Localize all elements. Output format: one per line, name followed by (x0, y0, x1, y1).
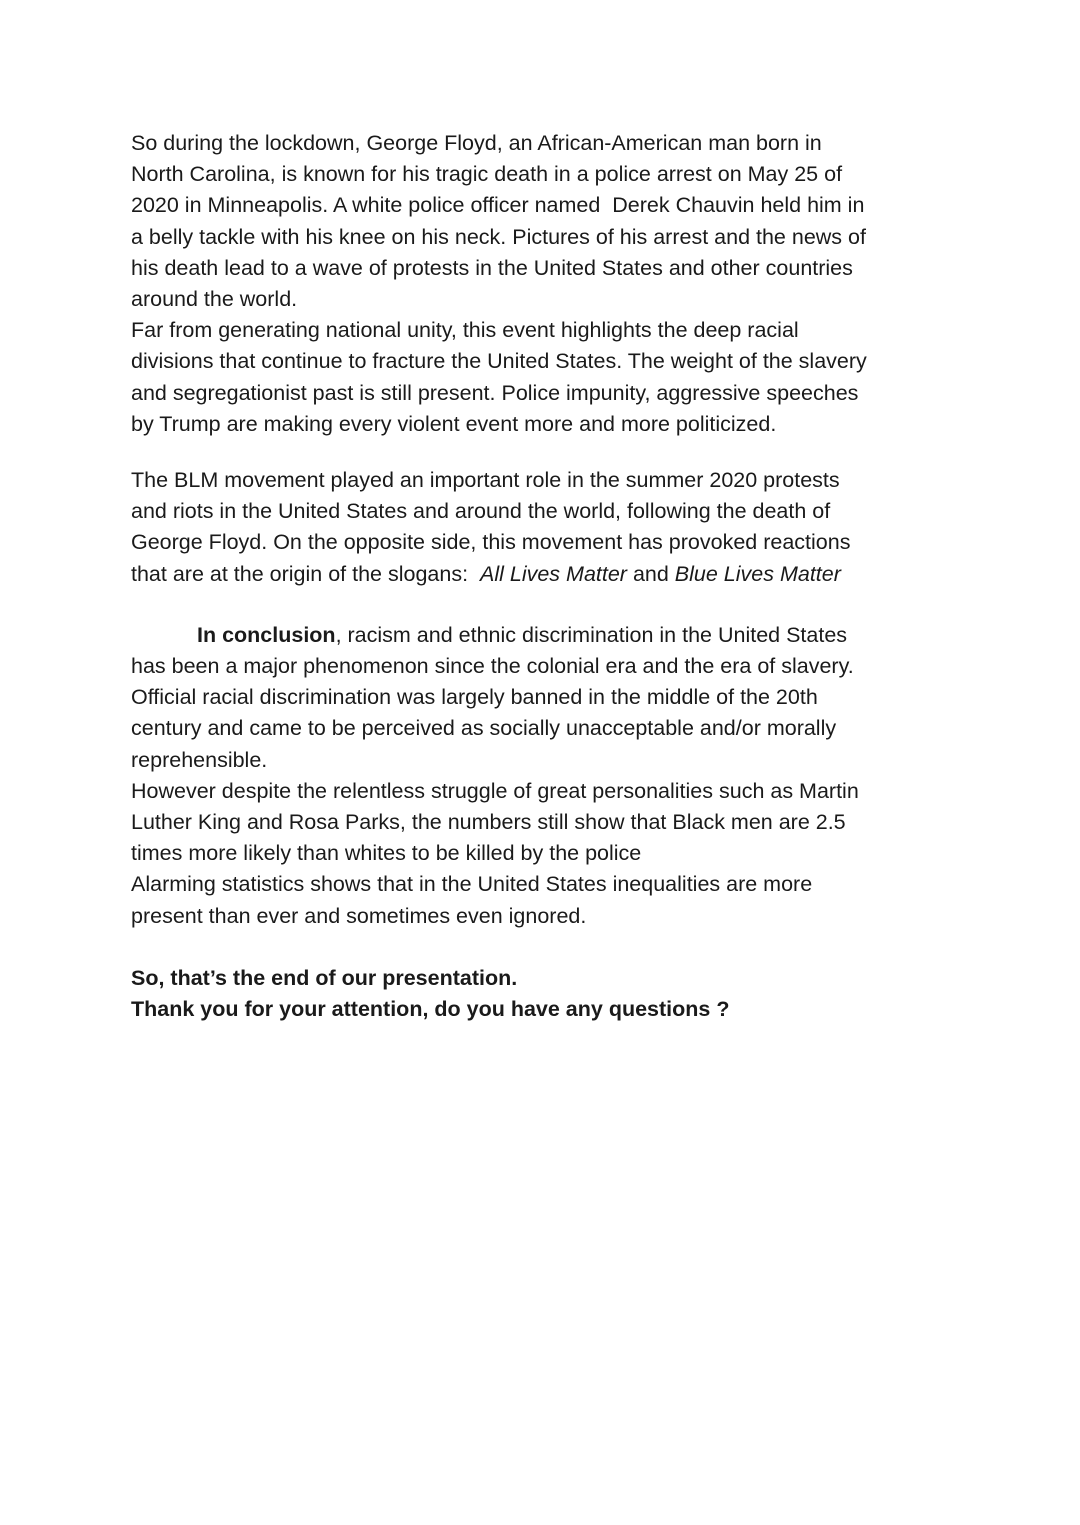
paragraph-closing (131, 963, 951, 1025)
text-line: However despite the relentless struggle of great personalities such as Martin (131, 778, 859, 803)
text-line: present than ever and sometimes even ignored. (131, 903, 587, 928)
paragraph-george-floyd (131, 128, 951, 440)
text-line: and riots in the United States and around the world, following the death of (131, 499, 831, 524)
text-line: reprehensible. (131, 747, 268, 772)
closing-line-questions: Thank you for your attention, do you have any questions ? (131, 997, 730, 1022)
text-line: George Floyd. On the opposite side, this movement has provoked reactions (131, 530, 851, 555)
paragraph-spacer (131, 440, 951, 465)
text-line: around the world. (131, 287, 298, 312)
document-page (131, 128, 951, 1025)
text-line: his death lead to a wave of protests in the United States and other countries (131, 255, 853, 280)
slogans-line-prefix: that are at the origin of the slogans: (131, 561, 480, 586)
slogan-blue-lives-matter: Blue Lives Matter (674, 561, 841, 586)
text-line: and segregationist past is still present. Police impunity, aggressive speeches (131, 380, 859, 405)
conclusion-lead-rest: , racism and ethnic discrimination in the United States (335, 622, 848, 647)
text-line: Alarming statistics shows that in the United States inequalities are more (131, 872, 813, 897)
text-line: Luther King and Rosa Parks, the numbers still show that Black men are 2.5 (131, 810, 846, 835)
paragraph-conclusion (131, 620, 951, 932)
text-line: has been a major phenomenon since the colonial era and the era of slavery. (131, 654, 854, 679)
text-line: century and came to be perceived as socially unacceptable and/or morally (131, 716, 837, 741)
conclusion-first-line (131, 620, 951, 651)
text-line: times more likely than whites to be killed by the police (131, 841, 642, 866)
text-line: 2020 in Minneapolis. A white police officer named Derek Chauvin held him in (131, 193, 865, 218)
paragraph-spacer (131, 590, 951, 620)
text-line: a belly tackle with his knee on his neck. Pictures of his arrest and the news of (131, 224, 866, 249)
text-line: North Carolina, is known for his tragic death in a police arrest on May 25 of (131, 162, 843, 187)
text-line: Official racial discrimination was largely banned in the middle of the 20th (131, 685, 818, 710)
paragraph-spacer (131, 932, 951, 963)
slogan-all-lives-matter: All Lives Matter (480, 561, 627, 586)
slogans-line (131, 559, 951, 590)
text-line: divisions that continue to fracture the United States. The weight of the slavery (131, 349, 867, 374)
conclusion-lead-bold: In conclusion (197, 622, 336, 647)
text-line: by Trump are making every violent event more and more politicized. (131, 411, 777, 436)
paragraph-blm-movement (131, 465, 951, 590)
closing-line-end: So, that’s the end of our presentation. (131, 965, 518, 990)
slogans-connector: and (626, 561, 675, 586)
text-line: The BLM movement played an important role in the summer 2020 protests (131, 468, 840, 493)
text-line: So during the lockdown, George Floyd, an African-American man born in (131, 131, 822, 155)
text-line: Far from generating national unity, this event highlights the deep racial (131, 318, 799, 343)
